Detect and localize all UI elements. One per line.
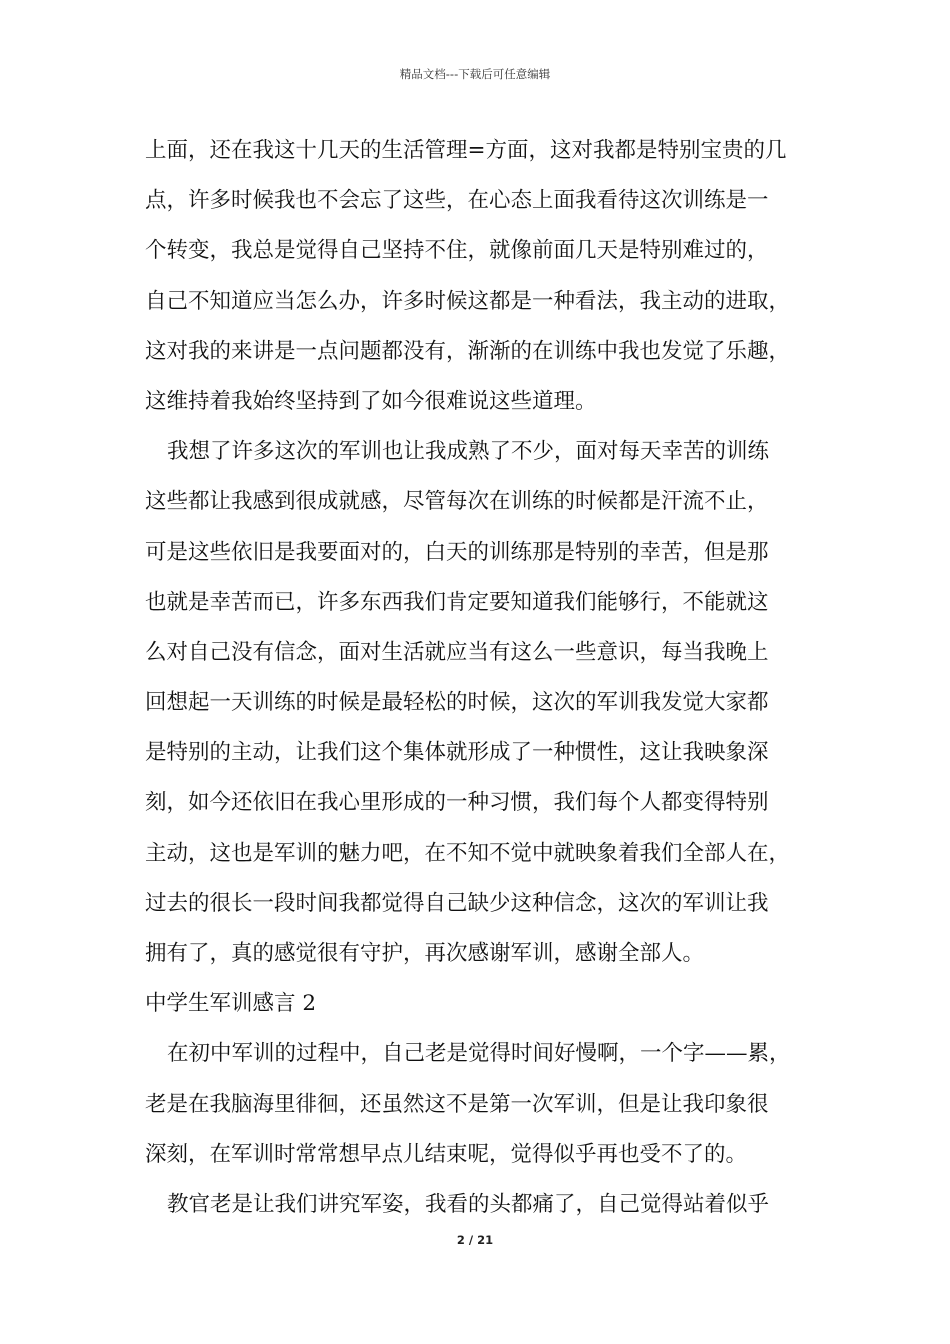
text-line: 这些都让我感到很成就感，尽管每次在训练的时候都是汗流不止， bbox=[145, 489, 769, 515]
text-line: 可是这些依旧是我要面对的，白天的训练那是特别的幸苦，但是那 bbox=[145, 539, 769, 565]
text-line: 拥有了，真的感觉很有守护，再次感谢军训，感谢全部人。 bbox=[145, 941, 705, 966]
text-line: 个转变，我总是觉得自己坚持不住，就像前面几天是特别难过的， bbox=[145, 238, 769, 264]
text-line: 也就是幸苦而已，许多东西我们肯定要知道我们能够行，不能就这 bbox=[145, 589, 769, 615]
text-line: 回想起一天训练的时候是最轻松的时候，这次的军训我发觉大家都 bbox=[145, 690, 769, 716]
text-line: 深刻，在军训时常常想早点儿结束呢，觉得似乎再也受不了的。 bbox=[145, 1141, 748, 1167]
text-line: 主动，这也是军训的魅力吧，在不知不觉中就映象着我们全部人在， bbox=[145, 840, 791, 866]
text-line: 点，许多时候我也不会忘了这些，在心态上面我看待这次训练是一 bbox=[145, 188, 769, 214]
section-heading: 中学生军训感言 2 bbox=[145, 991, 317, 1017]
paragraph-first-line: 我想了许多这次的军训也让我成熟了不少，面对每天幸苦的训练 bbox=[167, 439, 770, 465]
text-line: 么对自己没有信念，面对生活就应当有这么一些意识，每当我晚上 bbox=[145, 639, 769, 665]
text-line: 刻，如今还依旧在我心里形成的一种习惯，我们每个人都变得特别 bbox=[145, 790, 769, 816]
paragraph-first-line: 教官老是让我们讲究军姿，我看的头都痛了，自己觉得站着似乎 bbox=[167, 1191, 770, 1217]
text-line: 过去的很长一段时间我都觉得自己缺少这种信念，这次的军训让我 bbox=[145, 890, 769, 916]
paragraph-first-line: 在初中军训的过程中，自己老是觉得时间好慢啊，一个字——累， bbox=[167, 1041, 791, 1067]
text-line: 自己不知道应当怎么办，许多时候这都是一种看法，我主动的进取， bbox=[145, 288, 791, 314]
text-line: 老是在我脑海里徘徊，还虽然这不是第一次军训，但是让我印象很 bbox=[145, 1091, 769, 1117]
document-body bbox=[145, 131, 815, 1235]
text-line: 是特别的主动，让我们这个集体就形成了一种惯性，这让我映象深 bbox=[145, 740, 769, 766]
page-header: 精品文档---下载后可任意编辑 bbox=[399, 67, 551, 81]
page-number: 2 / 21 bbox=[456, 1233, 494, 1247]
text-line: 这维持着我始终坚持到了如今很难说这些道理。 bbox=[145, 388, 597, 414]
text-line: 上面，还在我这十几天的生活管理=方面，这对我都是特别宝贵的几 bbox=[145, 138, 787, 163]
text-line: 这对我的来讲是一点问题都没有，渐渐的在训练中我也发觉了乐趣， bbox=[145, 338, 791, 364]
